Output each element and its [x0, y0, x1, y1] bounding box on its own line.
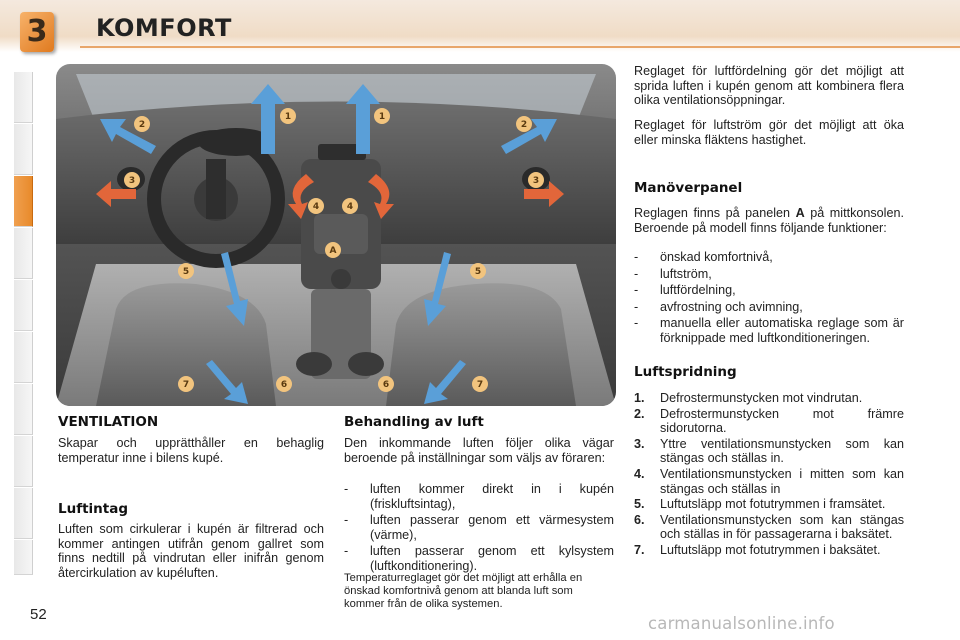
side-tab-8[interactable]: [14, 436, 33, 487]
chapter-number: 3: [26, 14, 48, 49]
behandling-list: [344, 482, 614, 576]
list-item: - luftström,: [634, 266, 712, 281]
luftintag-text: Luften som cirkulerar i kupén är filtrerad och kommer antingen utifrån genom gallret som finns nedtill på vindrutan eller inifrån genom återcirkulation av kupéluften.: [58, 522, 324, 580]
interior-diagram: [56, 64, 616, 406]
behandling-heading: Behandling av luft: [344, 414, 484, 430]
side-tab-4[interactable]: [14, 228, 33, 279]
svg-text:7: 7: [476, 380, 484, 390]
svg-text:2: 2: [520, 120, 528, 130]
svg-text:A: A: [329, 246, 337, 256]
page-number: 52: [30, 606, 47, 623]
luftspridning-heading: Luftspridning: [634, 364, 737, 380]
list-item: 7. Luftutsläpp mot fotutrymmen i baksätet.: [634, 542, 881, 557]
svg-text:1: 1: [284, 112, 292, 122]
header-rule: [80, 46, 960, 48]
list-item: - luften passerar genom ett värmesystem (värme),: [344, 513, 614, 542]
behandling-intro: Den inkommande luften följer olika vägar beroende på inställningar som väljs av föraren:: [344, 436, 614, 465]
svg-text:4: 4: [346, 202, 354, 212]
svg-text:5: 5: [182, 267, 190, 277]
list-item: - luftfördelning,: [634, 283, 736, 298]
right-intro-p1: Reglaget för luftfördelning gör det möjligt att sprida luften i kupén genom att kombinera flera olika ventilationsöppningar.: [634, 64, 904, 108]
svg-text:4: 4: [312, 202, 320, 212]
ventilation-text: Skapar och upprätthåller en behaglig temperatur inne i bilens kupé.: [58, 436, 324, 465]
list-item: 3. Yttre ventilationsmunstycken som kan stängas och ställas in.: [634, 436, 904, 466]
side-tab-1[interactable]: [14, 72, 33, 123]
side-tab-6[interactable]: [14, 332, 33, 383]
luftintag-heading: Luftintag: [58, 501, 129, 517]
side-tab-7[interactable]: [14, 384, 33, 435]
manoverpanel-heading: Manöverpanel: [634, 180, 743, 196]
list-item: 5. Luftutsläpp mot fotutrymmen i framsätet.: [634, 497, 886, 512]
list-item: 1. Defrostermunstycken mot vindrutan.: [634, 391, 863, 405]
behandling-note: Temperaturreglaget gör det möjligt att erhålla en önskad komfortnivå genom att blanda luft som kommer från de olika systemen.: [344, 572, 583, 610]
manoverpanel-intro: Reglagen finns på panelen A på mittkonsolen. Beroende på modell finns följande funktioner:: [634, 206, 904, 235]
luftspridning-list: [634, 391, 904, 559]
svg-text:7: 7: [182, 380, 190, 390]
svg-text:3: 3: [532, 176, 540, 186]
list-item: - manuella eller automatiska reglage som är förknippade med luftkonditioneringen.: [634, 316, 904, 345]
car-interior-illustration: [56, 64, 616, 406]
svg-text:1: 1: [378, 112, 386, 122]
side-tab-10[interactable]: [14, 540, 33, 575]
watermark[interactable]: carmanualsonline.info: [648, 614, 835, 633]
svg-text:6: 6: [382, 380, 390, 390]
list-item: - luften kommer direkt in i kupén (friskluftsintag),: [344, 482, 614, 511]
svg-text:5: 5: [474, 267, 482, 277]
panel-label-A: A: [795, 206, 805, 220]
list-item: - önskad komfortnivå,: [634, 250, 773, 264]
right-intro-p2: Reglaget för luftström gör det möjligt att öka eller minska fläktens hastighet.: [634, 118, 904, 147]
side-tab-3-active[interactable]: [14, 176, 33, 227]
list-item: 4. Ventilationsmunstycken i mitten som kan stängas och ställas in: [634, 466, 904, 496]
side-tab-5[interactable]: [14, 280, 33, 331]
ventilation-heading: VENTILATION: [58, 414, 159, 430]
side-tab-2[interactable]: [14, 124, 33, 175]
side-tab-9[interactable]: [14, 488, 33, 539]
svg-text:6: 6: [280, 380, 288, 390]
manoverpanel-list: [634, 250, 904, 348]
svg-text:2: 2: [138, 120, 146, 130]
list-item: 6. Ventilationsmunstycken som kan stängas och ställas in för passagerarna i baksätet.: [634, 512, 904, 542]
list-item: 2. Defrostermunstycken mot främre sidorutorna.: [634, 406, 904, 436]
page-title: KOMFORT: [96, 14, 232, 42]
list-item: - avfrostning och avimning,: [634, 299, 803, 314]
svg-text:3: 3: [128, 176, 136, 186]
list-item: - luften passerar genom ett kylsystem (luftkonditionering).: [344, 544, 614, 573]
chapter-badge: [20, 12, 54, 52]
